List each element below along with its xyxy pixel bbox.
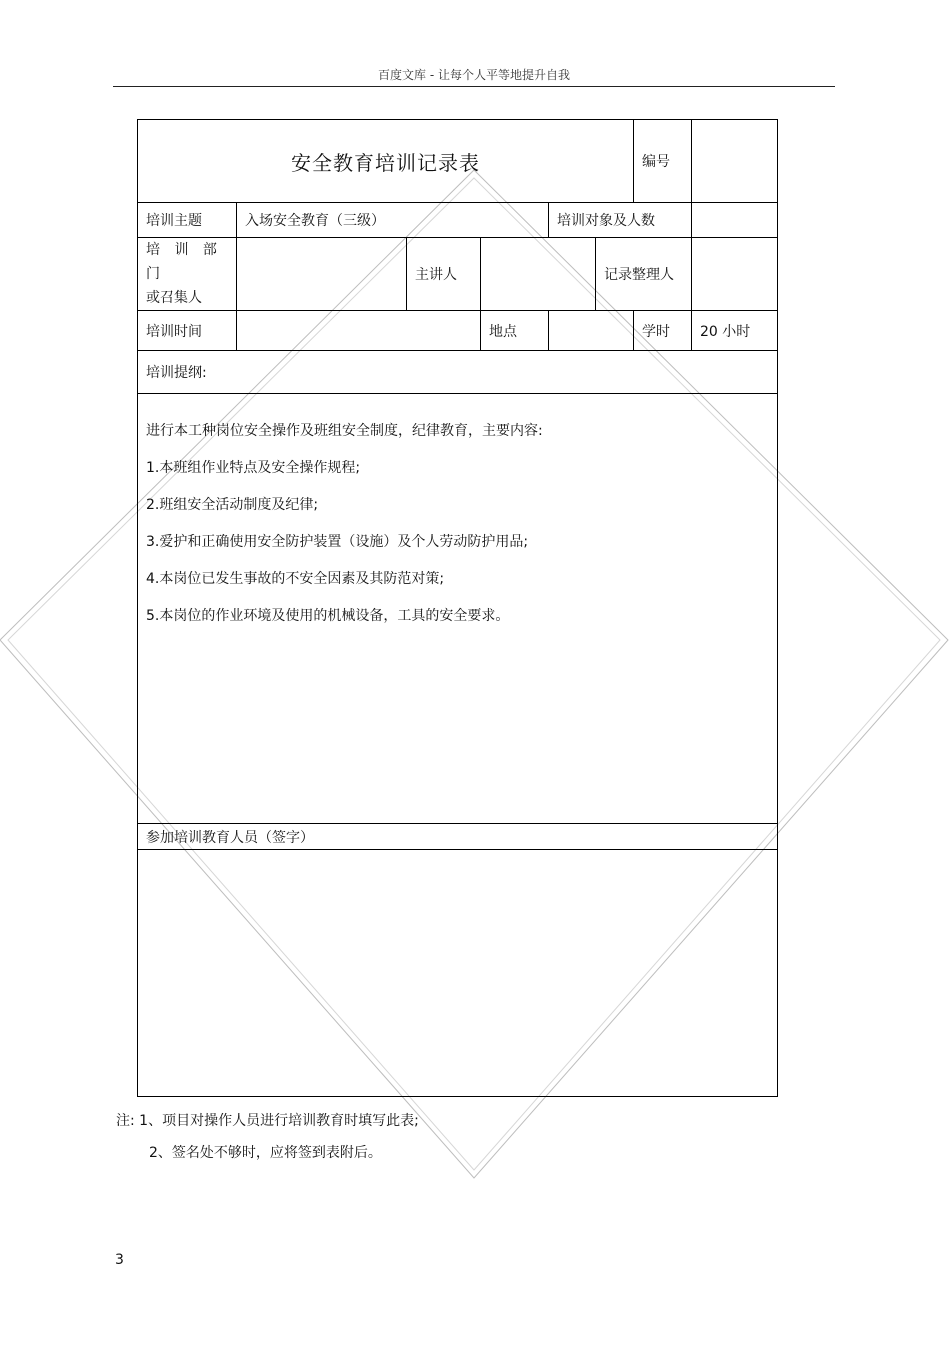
outline-item-5: 5.本岗位的作业环境及使用的机械设备，工具的安全要求。 <box>146 608 510 624</box>
number-field[interactable] <box>692 120 778 203</box>
outline-item-1: 1.本班组作业特点及安全操作规程; <box>146 460 361 476</box>
topic-field[interactable]: 入场安全教育（三级） <box>237 203 549 238</box>
dept-label-line2: 或召集人 <box>146 290 202 306</box>
participants-label: 参加培训教育人员（签字） <box>138 824 778 850</box>
speaker-label: 主讲人 <box>407 238 481 311</box>
outline-label: 培训提纲: <box>138 351 778 394</box>
location-field[interactable] <box>549 311 634 351</box>
outline-item-2: 2.班组安全活动制度及纪律; <box>146 497 319 513</box>
time-label: 培训时间 <box>138 311 237 351</box>
dept-field[interactable] <box>237 238 407 311</box>
footnotes <box>116 1105 419 1169</box>
time-field[interactable] <box>237 311 481 351</box>
hours-label: 学时 <box>634 311 692 351</box>
location-label: 地点 <box>481 311 549 351</box>
participants-signature-area[interactable] <box>138 850 778 1097</box>
footnote-2: 2、签名处不够时，应将签到表附后。 <box>149 1145 382 1161</box>
outline-intro: 进行本工种岗位安全操作及班组安全制度，纪律教育，主要内容: <box>146 423 543 439</box>
topic-label: 培训主题 <box>138 203 237 238</box>
dept-label <box>138 238 237 311</box>
target-label: 培训对象及人数 <box>549 203 692 238</box>
footnote-1: 注: 1、项目对操作人员进行培训教育时填写此表; <box>116 1113 419 1129</box>
header-divider <box>113 86 835 87</box>
dept-label-line1: 培 训 部 门 <box>146 242 222 282</box>
page-header: 百度文库 - 让每个人平等地提升自我 <box>378 68 570 82</box>
training-record-table <box>137 119 778 1097</box>
hours-field[interactable]: 20 小时 <box>692 311 778 351</box>
outline-item-3: 3.爱护和正确使用安全防护装置（设施）及个人劳动防护用品; <box>146 534 529 550</box>
form-title: 安全教育培训记录表 <box>138 120 634 203</box>
outline-content <box>138 394 778 824</box>
target-field[interactable] <box>692 203 778 238</box>
outline-item-4: 4.本岗位已发生事故的不安全因素及其防范对策; <box>146 571 445 587</box>
recorder-label: 记录整理人 <box>596 238 692 311</box>
number-label: 编号 <box>634 120 692 203</box>
recorder-field[interactable] <box>692 238 778 311</box>
speaker-field[interactable] <box>481 238 596 311</box>
page-number: 3 <box>115 1252 124 1268</box>
